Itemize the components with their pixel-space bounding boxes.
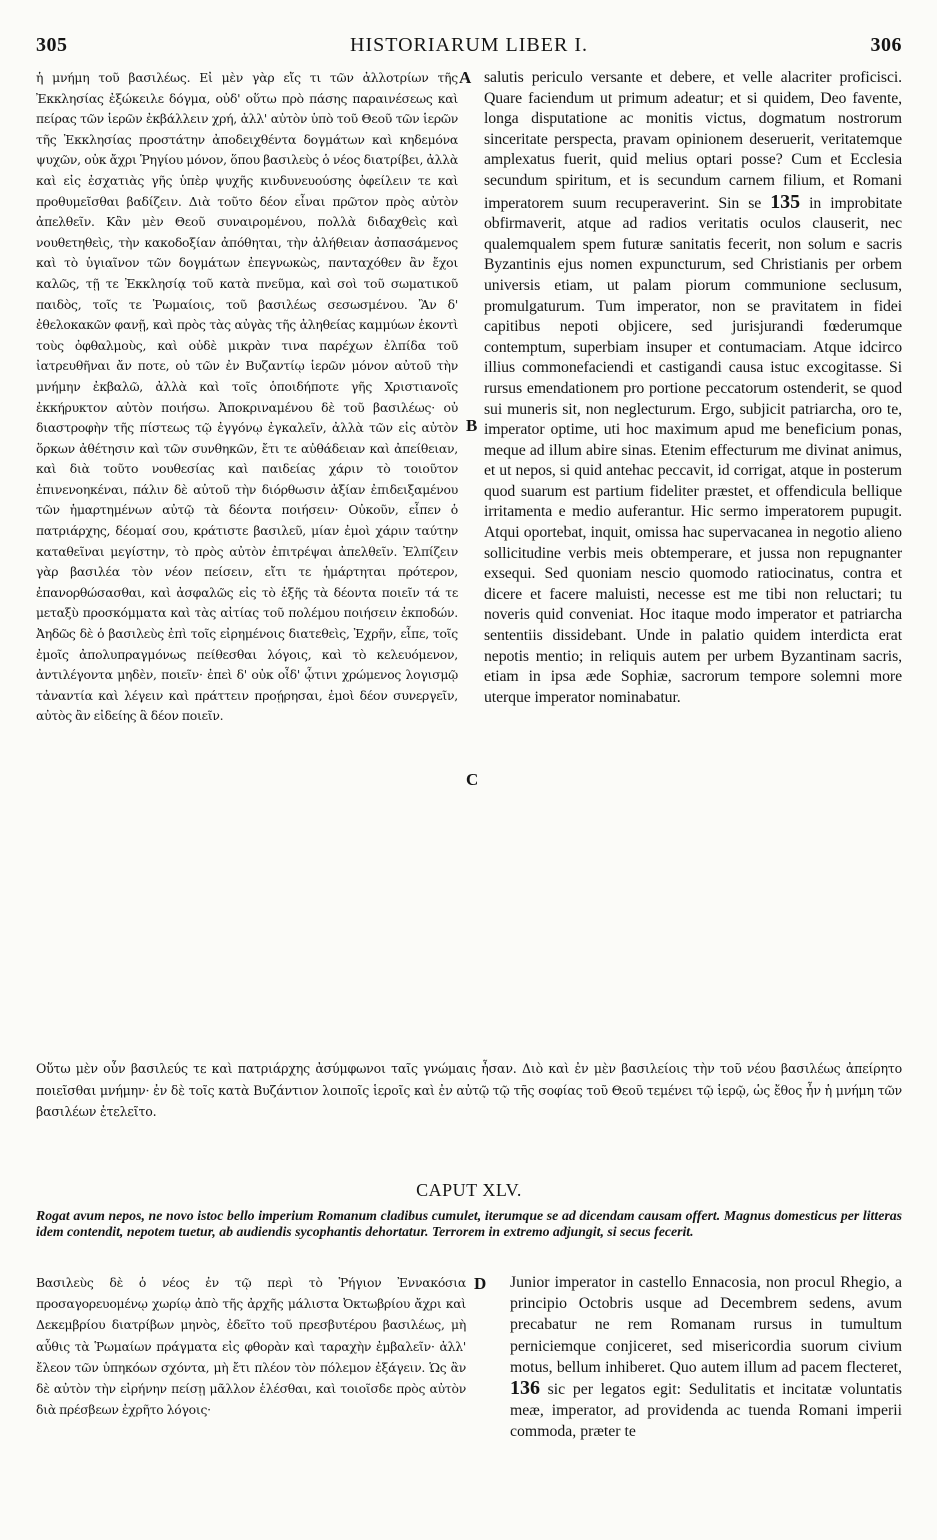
- margin-marker-d: D: [474, 1274, 487, 1293]
- latin-bottom-part-1: Junior imperator in castello Ennacosia, non procul Rhegio, a principio Octobris usque ad Decembrem sedens, avum precabatur ne rem Romanam rursus in tumultum perniciemque conjiceret, sed misericordia suorum civium motus, bellum inhiberet. Quo autem illum ad pacem flecteret,: [510, 1274, 902, 1376]
- latin-paragraph-bottom: [510, 1272, 902, 1443]
- latin-text-part-2: in improbitate obfirmaverit, atque ad radios veritatis oculos clauserit, nec qualemqualem spem futuræ sanitatis fecerit, non solum e sacris Byzantinis ejus nomen expuncturum, sed Christianis per orbem universis etiam, ut palam piorum communione seclusum, promulgaturum. Tum imperator, non se pravitatem in fidei capitibus nepoti objicere, sed jurisjurandi fœderumque contemptum, superbiam insuper et contumaciam. Atque idcirco illius commonefaciendi et castigandi causa istuc excogitasse. Si rursus emendationem pro portione peccatorum ostenderit, se quod sui muneris sit, non neglecturum. Ergo, subjicit patriarcha, oro te, imperator optime, uti hoc maximum apud me beneficium ponas, meque ad illum abire sinas. Etenim effecturum me divinat animus, et ut nepos, si quid antehac peccavit, id corrigat, atque in posterum quod suarum est partium fideliter præstet, et offendicula bellique irritamenta e medio auferantur. Hic sermo imperatorem pupugit. Atqui oportebat, inquit, omissa hac supervacanea in negotio alieno sollicitudine verbis meis obtemperare, et jussa non repugnanter exsequi. Sed quoniam nescio quomodo ratiocinatus, contra et dicere et facere maluisti, necesse est me tibi non reluctari; tu noveris quid conveniat. Hoc itaque modo imperator et patriarcha sententiis dissidebant. Unde in palatio quidem interdicta erat nepotis mentio; in reliquis autem per urbem Byzantinam sacris, etiam in ipsa æde Sophiæ, sacrorum tempore solemni more uterque imperator nominabatur.: [484, 194, 902, 706]
- chapter-summary: [36, 1208, 902, 1240]
- latin-column-bottom: [510, 1272, 902, 1443]
- margin-marker-c: C: [466, 770, 479, 789]
- margin-marker-b: B: [466, 416, 478, 435]
- latin-column-top: [484, 68, 902, 708]
- greek-column-top: [36, 68, 458, 727]
- page-reference-number-136: 136: [510, 1377, 540, 1400]
- greek-full-text: Οὕτω μὲν οὖν βασιλεύς τε καὶ πατριάρχης ἀσύμφωνοι ταῖς γνώμαις ἦσαν. Διὸ καὶ ἐν μὲν βασιλείοις τὴν τοῦ νέου βασιλέως ἀπείρητο ποιεῖσθαι μνήμην· ἐν δὲ τοῖς κατὰ Βυζάντιον λοιποῖς ἱεροῖς καὶ ἐν αὐτῷ τῷ τῆς σοφίας τοῦ Θεοῦ τεμένει τῷ ἱερῷ, ὡς ἔθος ἦν ἡ μνήμη τῶν βασιλέων ἐτελεῖτο.: [36, 1061, 902, 1119]
- greek-full-width-paragraph: [36, 1058, 902, 1123]
- running-title: HISTORIARUM LIBER I.: [350, 34, 588, 56]
- running-header: [36, 34, 902, 64]
- margin-marker-a: A: [459, 68, 472, 87]
- greek-paragraph-top: ἡ μνήμη τοῦ βασιλέως. Εἰ μὲν γὰρ εἴς τι τῶν ἀλλοτρίων τῆς Ἐκκλησίας ἐξώκειλε δόγμα, οὐδ' οὕτω πρὸ πάσης παραινέσεως καὶ πείρας τῶν ἱερῶν ἐκβάλλειν χρή, ἀλλ' αὐτὸν ὑπὸ τοῦ Θεοῦ τῶν ἱερῶν τῆς Ἐκκλησίας προστάτην ἀποδειχθέντα δογμάτων καὶ κηδεμόνα ψυχῶν, οὐκ ἄχρι Ῥηγίου μόνον, ὅπου βασιλεὺς ὁ νέος διατρίβει, ἀλλὰ καὶ εἰς ἐσχατιὰς γῆς ὑπὲρ ψυχῆς κινδυνευούσης ὀφείλειν τε καὶ προθυμεῖσθαι βαδίζειν. Διὰ τοῦτο δέον εἶναι πρῶτον πρὸς αὐτὸν ἀπελθεῖν. Κἂν μὲν Θεοῦ συναιρομένου, πολλὰ διδαχθεὶς καὶ νουθετηθεὶς, τὴν κακοδοξίαν ἀπόθηται, τὴν ἀλήθειαν ἀσπασάμενος καὶ τὸ ὑγιαῖνον τῶν δογμάτων ἐπεγνωκὼς, πανταχόθεν ἂν ἔχοι καλῶς, τῇ τε Ἐκκλησίᾳ τοῦ κατὰ πνεῦμα, καὶ σοὶ τοῦ σωματικοῦ παιδὸς, τοῖς τε Ῥωμαίοις, τοῦ βασιλέως σεσωσμένου. Ἂν δ' ἐθελοκακῶν φανῇ, καὶ πρὸς τὰς αὐγὰς τῆς ἀληθείας καμμύων ἑκοντὶ τοὺς ὀφθαλμοὺς, καὶ οὐδὲ μικρὰν τινα παρέχων ἐλπίδα τοῦ ἰατρευθῆναι ἄν ποτε, οὐ τῶν ἐν Βυζαντίῳ ἱερῶν μόνον αὐτοῦ τὴν μνήμην ἐκβαλῶ, ἀλλὰ καὶ τοῖς ὁποιδήποτε γῆς Χριστιανοῖς ἐκκήρυκτον αὐτὸν ποιήσω. Ἀποκριναμένου δὲ τοῦ βασιλέως· οὐ διαστροφὴν τῆς πίστεως τῷ ἐγγόνῳ ἐγκαλεῖν, ἀλλὰ τῶν εἰς αὐτὸν ὅρκων ἀθέτησιν καὶ τῶν συνθηκῶν, ἔτι τε αὐθάδειαν καὶ ἀπείθειαν, καὶ διὰ τοῦτο νουθεσίας καὶ παιδείας χάριν τὸ τοιοῦτον ἐπινενοηκέναι, πάλιν δὲ αὐτοῦ τὴν διόρθωσιν ἀξίαν ἐπιδειξαμένου τῶν ἡμαρτημένων αὐτῷ τὰ δέοντα ποιήσειν· Οὐκοῦν, εἶπεν ὁ πατριάρχης, δέομαί σου, κράτιστε βασιλεῦ, μίαν ἐμοὶ χάριν ταύτην καταθεῖναι μεγίστην, τὸ πρὸς αὐτὸν ἐπιτρέψαι ἀπελθεῖν. Ἐλπίζειν γὰρ βασιλέα τὸν νέον πείσειν, εἴτι τε ἡμάρτηται πρότερον, ἐπανορθώσασθαι, καὶ ἀσφαλῶς εἰς τὸ ἑξῆς τὰ δέοντα ποιεῖν τά τε μεταξὺ προσκόμματα καὶ τὰς αἰτίας τοῦ πολέμου ποιήσειν ἐκποδών. Ἀηδῶς δὲ ὁ βασιλεὺς ἐπὶ τοῖς εἰρημένοις διατεθεὶς, Ἐχρῆν, εἶπε, τοῖς ἐμοῖς ἀπολυπραγμόνως πείθεσθαι λόγοις, καὶ τὸ κελευόμενον, ἀντιλέγοντα μηδὲν, ποιεῖν· ἐπεὶ δ' οὐκ οἶδ' ᾧτινι χρώμενος λογισμῷ τἀναντία καὶ λέγειν καὶ πράττειν προῄρησαι, ἐμοὶ δέον συνεργεῖν, αὐτὸς ἂν εἰδείης ἃ δέον ποιεῖν.: [36, 70, 458, 724]
- page-number-left: 305: [36, 34, 68, 56]
- page-number-right: 306: [870, 34, 902, 56]
- chapter-summary-text: Rogat avum nepos, ne novo istoc bello imperium Romanum cladibus cumulet, iterumque se ad dicendam causam offert. Magnus domesticus per litteras idem contendit, nepotem tuetur, ab audiendis sycophantis dehortatur. Terrorem in extremo adjungit, si secus fecerit.: [36, 1208, 902, 1239]
- greek-paragraph-bottom: Βασιλεὺς δὲ ὁ νέος ἐν τῷ περὶ τὸ Ῥήγιον Ἐννακόσια προσαγορευομένῳ χωρίῳ ἀπὸ τῆς ἀρχῆς μάλιστα Ὀκτωβρίου ἄχρι καὶ Δεκεμβρίου διατρίβων μηνὸς, ἐδεῖτο τοῦ πρεσβυτέρου βασιλέως, μὴ αὖθις τὰ Ῥωμαίων πράγματα εἰς φθορὰν καὶ ταραχὴν ἐμβαλεῖν· ἀλλ' ἔλεον τῶν ὑπηκόων σχόντα, μὴ ἔτι πλέον τὸν πόλεμον ἐξάγειν. Ὡς ἂν δὲ αὐτὸν τὴν εἰρήνην πείσῃ μᾶλλον ἑλέσθαι, καὶ τοιοῖσδε πρὸς αὐτὸν διὰ πρέσβεων ἐχρῆτο λόγοις·: [36, 1275, 466, 1418]
- chapter-heading: CAPUT XLV.: [416, 1180, 522, 1200]
- greek-column-bottom: [36, 1272, 466, 1420]
- page-reference-number-135: 135: [770, 190, 800, 213]
- latin-paragraph-top: [484, 68, 902, 708]
- latin-bottom-part-2: sic per legatos egit: Sedulitatis et incitatæ voluntatis meæ, imperator, ad providenda ac tuenda Romani imperii commoda, præter te: [510, 1381, 903, 1441]
- latin-text-part-1: salutis periculo versante et debere, et velle alacriter proficisci. Quare faciendum ut primum adeatur; et si quidem, Deo favente, longa disputatione ac monitis victus, dogmatum nostrorum sinceritate perspecta, pravam opinionem deseruerit, veritatemque amplexatus fuerit, quid melius optari posse? Cum et Ecclesia secundum spiritum, et is secundum carnem filium, et Romani imperatorem suum recuperaverint. Sin se: [484, 69, 902, 212]
